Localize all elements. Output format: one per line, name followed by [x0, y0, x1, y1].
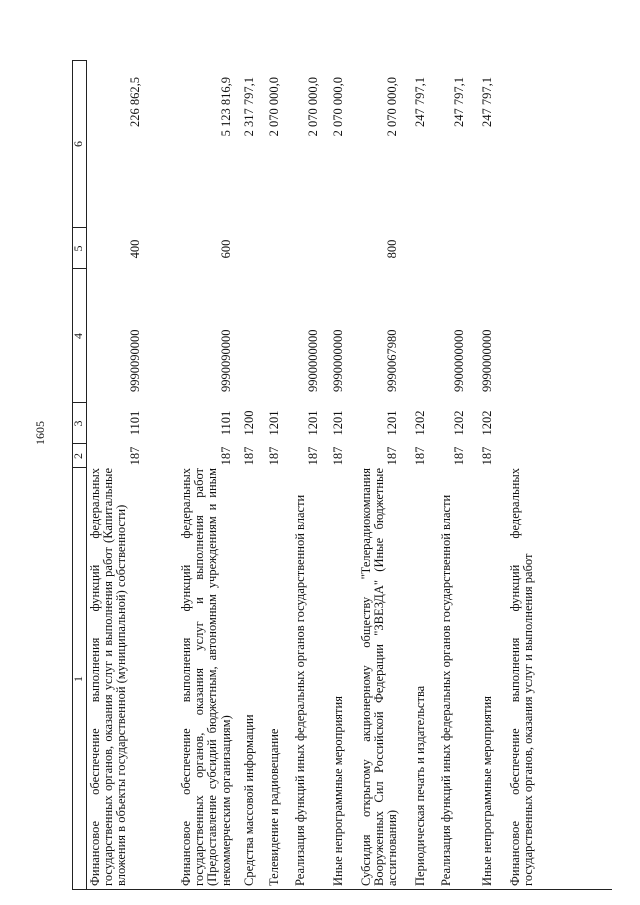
table-cell: 187	[242, 446, 256, 466]
table-cell: 400	[128, 239, 142, 259]
table-cell: 187	[480, 446, 494, 466]
table-cell: 2 070 000,0	[267, 77, 281, 137]
header-col-3: 3	[71, 420, 85, 427]
table-row-name: Периодическая печать и издательства	[413, 685, 427, 886]
table-row-name: Средства массовой информации	[242, 714, 256, 886]
header-col-2: 2	[71, 453, 85, 459]
table-cell: 187	[267, 446, 281, 466]
table-cell: 1201	[385, 410, 399, 436]
table-row-name: Субсидия открытому акционерному обществу "Телерадиокомпания Вооруженных Сил Российской Федерации "ЗВЕЗДА" (Иные бюджетные ассигнования)	[359, 468, 400, 886]
table-cell: 1101	[219, 410, 233, 436]
table-row-name: Реализация функций иных федеральных органов государственной власти	[439, 494, 453, 886]
table-cell: 1101	[128, 410, 142, 436]
table-cell: 187	[219, 446, 233, 466]
table-cell: 187	[385, 446, 399, 466]
table-cell: 2 317 797,1	[242, 77, 256, 137]
table-row-name: Телевидение и радиовещание	[267, 728, 281, 886]
table-cell: 5 123 816,9	[219, 77, 233, 137]
table-cell: 226 862,5	[128, 77, 142, 127]
header-col-5: 5	[71, 245, 85, 252]
table-cell: 9990000000	[480, 329, 494, 392]
header-col-4: 4	[71, 333, 85, 339]
table-cell: 9990090000	[128, 329, 142, 392]
table-cell: 1201	[331, 410, 345, 436]
table-row-name: Иные непрограммные мероприятия	[480, 696, 494, 886]
page-number: 1605	[33, 421, 47, 445]
table-row-name: Финансовое обеспечение выполнения функций федеральных государственных органов, оказания услуг и выполнения работ	[508, 468, 536, 886]
table-cell: 2 070 000,0	[331, 77, 345, 137]
table-cell: 187	[306, 446, 320, 466]
table-cell: 1202	[452, 410, 466, 436]
table-cell: 187	[128, 446, 142, 466]
table-cell: 1202	[413, 410, 427, 436]
table-cell: 247 797,1	[452, 77, 466, 127]
table-row-name: Реализация функций иных федеральных органов государственной власти	[293, 494, 307, 886]
table-cell: 1201	[267, 410, 281, 436]
table-cell: 2 070 000,0	[385, 77, 399, 137]
header-col-6: 6	[71, 141, 85, 147]
table-cell: 9990067980	[385, 329, 399, 392]
table-cell: 9990090000	[219, 329, 233, 392]
table-cell: 1201	[306, 410, 320, 436]
table-cell: 247 797,1	[413, 77, 427, 127]
table-cell: 1200	[242, 410, 256, 436]
table-cell: 187	[413, 446, 427, 466]
table-cell: 9990000000	[331, 329, 345, 392]
table-cell: 9900000000	[452, 329, 466, 392]
table-cell: 2 070 000,0	[306, 77, 320, 137]
header-col-1: 1	[71, 676, 85, 682]
table-cell: 247 797,1	[480, 77, 494, 127]
table-row-name: Финансовое обеспечение выполнения функций федеральных государственных органов, оказания услуг и выполнения работ (Капитальные вложения в объекты государственной (муниципальной) собственности)	[88, 468, 129, 886]
table-cell: 800	[385, 239, 399, 259]
table-cell: 187	[331, 446, 345, 466]
budget-table	[72, 60, 612, 890]
table-cell: 9900000000	[306, 329, 320, 392]
table-cell: 1202	[480, 410, 494, 436]
table-cell: 600	[219, 239, 233, 259]
table-row-name: Финансовое обеспечение выполнения функций федеральных государственных органов, оказания услуг и выполнения работ (Предоставление субсидий бюджетным, автономным учреждениям и иным некоммерческим организациям)	[179, 468, 233, 886]
table-row-name: Иные непрограммные мероприятия	[331, 696, 345, 886]
table-cell: 187	[452, 446, 466, 466]
